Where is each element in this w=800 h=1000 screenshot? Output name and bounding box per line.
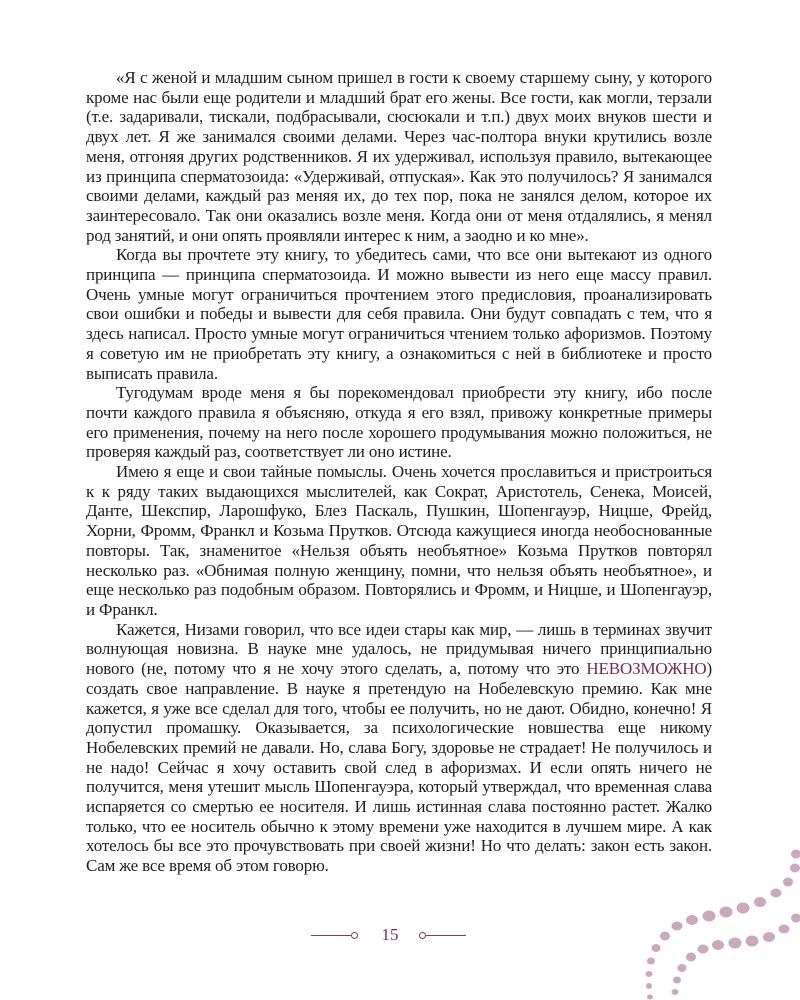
paragraph-4: Имею я еще и свои тайные помыслы. Очень хочется прославиться и пристроиться к к ряду таких выдающихся мыслителей, как Сократ, Аристотель, Сенека, Моисей, Данте, Шекспир, Ларошфуко, Блез Паскаль, Пушкин, Шопенгауэр, Ницше, Фрейд, Хорни, Фромм, Франкл и Козьма Прутков. Отсюда кажущиеся иногда необоснованные повторы. Так, знаменитое «Нельзя объять необъятное» Козьма Прутков повторял несколько раз. «Обнимая полную женщину, помни, что нельзя объять необъятное», и еще несколько раз подобным образом. Повторялись и Фромм, и Ницше, и Шопенгауэр, и Франкл.: [86, 462, 712, 619]
paragraph-1: «Я с женой и младшим сыном пришел в гости к своему старшему сыну, у которого кроме нас были еще родители и младший брат его жены. Все гости, как могли, терзали (т.е. задаривали, тискали, подбрасывали, сюсюкали и т.п.) двух моих внуков шести и двух лет. Я же занимался своими делами. Через час-полтора внуки крутились возле меня, отгоняя других родственников. Я их удерживал, используя правило, вытекающее из принципа сперматозоида: «Удерживай, отпуская». Как это получилось? Я занимался своими делами, каждый раз меняя их, до тех пор, пока не занялся делом, которое их заинтересовало. Так они оказались возле меня. Когда они от меня отдалялись, я менял род занятий, и они опять проявляли интерес к ним, а заодно и ко мне».: [86, 68, 712, 245]
footer-rule-right: [426, 935, 466, 936]
page-number: 15: [381, 925, 399, 944]
paragraph-5-part-2: ) создать свое направление. В науке я претендую на Нобелевскую премию. Как мне кажется, я уже все сделал для того, чтобы ее получить, но не дают. Обидно, конечно! Я допустил промашку. Оказывается, за психологические новшества еще никому Нобелевских премий не давали. Но, слава Богу, здоровье не страдает! Не получилось и не надо! Сейчас я хочу оставить свой след в афоризмах. И если опять ничего не получится, меня утешит мысль Шопенгауэра, который утверждал, что временная слава испаряется со смертью ее носителя. И лишь истинная слава постоянно растет. Жалко только, что ее носитель обычно к этому времени уже находится в лучшем мире. А как хотелось бы все это прочувствовать при своей жизни! Но что делать: закон есть закон. Сам же все время об этом говорю.: [86, 659, 712, 876]
paragraph-3: Тугодумам вроде меня я бы порекомендовал приобрести эту книгу, ибо после почти каждого правила я объясняю, откуда я его взял, привожу конкретные примеры его применения, почему на него после хорошего продумывания можно положиться, не проверяя каждый раз, соответствует ли оно истине.: [86, 383, 712, 462]
footer-ring-right-icon: [419, 932, 426, 939]
footer-ring-left-icon: [351, 932, 358, 939]
paragraph-5-part-1: Кажется, Низами говорил, что все идеи стары как мир, — лишь в терминах звучит волнующая новизна. В науке мне удалось, не придумывая ничего принципиально нового (не, потому что я не хочу этого сделать, а, потому что это: [86, 619, 712, 679]
highlighted-word: НЕВОЗМОЖНО: [586, 659, 707, 679]
bead-string-ornament-icon: [600, 820, 800, 1000]
footer-rule-left: [311, 935, 351, 936]
main-text: [86, 68, 712, 876]
paragraph-2: Когда вы прочтете эту книгу, то убедитесь сами, что все они вытекают из одного принципа — принципа сперматозоида. И можно вывести из него еще массу правил. Очень умные могут ограничиться прочтением этого предисловия, проанализировать свои ошибки и победы и вывести для себя правила. Они будут совпадать с тем, что я здесь написал. Просто умные могут ограничиться чтением только афоризмов. Поэтому я советую им не приобретать эту книгу, а ознакомиться с ней в библиотеке и просто выписать правила.: [86, 245, 712, 383]
